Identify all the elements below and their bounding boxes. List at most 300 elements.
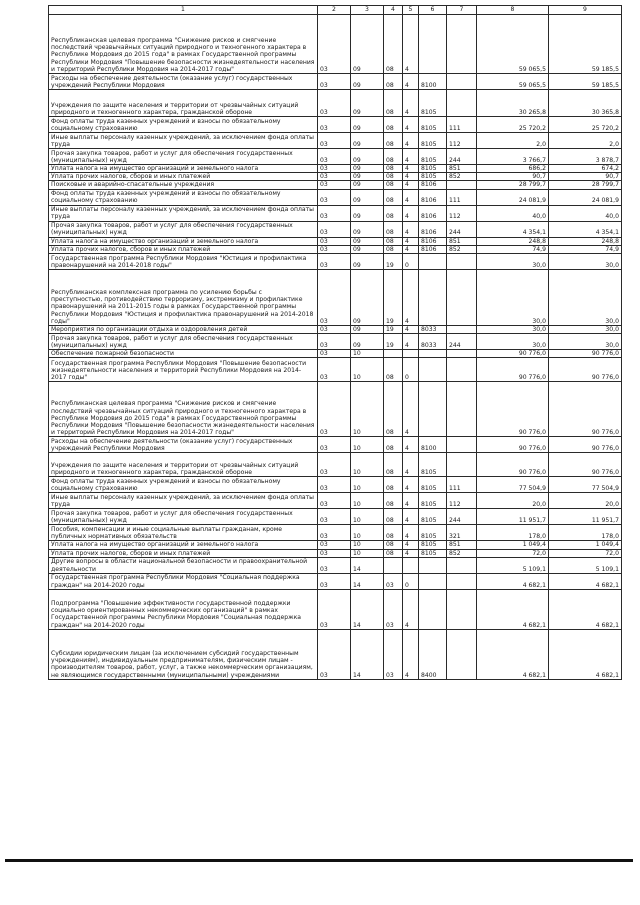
- code-cell: [447, 270, 477, 326]
- table-body: [49, 6, 622, 680]
- code-cell: 08: [384, 453, 403, 477]
- code-cell: 4: [403, 189, 419, 205]
- code-cell: [447, 358, 477, 382]
- header-cell: 8: [477, 6, 549, 15]
- code-cell: 8105: [419, 165, 447, 173]
- code-cell: 03: [318, 237, 351, 245]
- code-cell: 10: [351, 541, 384, 549]
- code-cell: 4: [403, 334, 419, 350]
- code-cell: 03: [318, 525, 351, 541]
- code-cell: 4: [403, 205, 419, 221]
- code-cell: 4: [403, 15, 419, 74]
- row-name-cell: Фонд оплаты труда казенных учреждений и взносы по обязательному социальному страхованию: [49, 117, 318, 133]
- amount-cell: 4 682,1: [549, 573, 622, 589]
- code-cell: 8400: [419, 629, 447, 679]
- code-cell: 03: [318, 15, 351, 74]
- code-cell: 09: [351, 165, 384, 173]
- code-cell: [447, 15, 477, 74]
- table-row: [49, 149, 622, 165]
- header-cell: 6: [419, 6, 447, 15]
- row-name-cell: Уплата прочих налогов, сборов и иных платежей: [49, 173, 318, 181]
- code-cell: [447, 90, 477, 117]
- code-cell: 09: [351, 326, 384, 334]
- amount-cell: 24 081,9: [549, 189, 622, 205]
- code-cell: 03: [384, 589, 403, 629]
- code-cell: 8105: [419, 453, 447, 477]
- code-cell: 03: [318, 133, 351, 149]
- code-cell: 851: [447, 541, 477, 549]
- code-cell: 10: [351, 350, 384, 358]
- amount-cell: 4 682,1: [549, 589, 622, 629]
- table-row: [49, 453, 622, 477]
- header-cell: 5: [403, 6, 419, 15]
- code-cell: 03: [318, 358, 351, 382]
- amount-cell: 25 720,2: [549, 117, 622, 133]
- code-cell: [447, 350, 477, 358]
- amount-cell: 30,0: [477, 334, 549, 350]
- table-row: [49, 437, 622, 453]
- code-cell: 4: [403, 525, 419, 541]
- code-cell: 09: [351, 334, 384, 350]
- code-cell: 10: [351, 382, 384, 437]
- code-cell: 0: [403, 573, 419, 589]
- code-cell: 09: [351, 245, 384, 253]
- row-name-cell: Прочая закупка товаров, работ и услуг для обеспечения государственных (муниципальных) нужд: [49, 149, 318, 165]
- code-cell: 03: [384, 573, 403, 589]
- code-cell: 09: [351, 117, 384, 133]
- amount-cell: 30 265,8: [477, 90, 549, 117]
- row-name-cell: Расходы на обеспечение деятельности (оказание услуг) государственных учреждений Республики Мордовия: [49, 437, 318, 453]
- code-cell: 4: [403, 173, 419, 181]
- amount-cell: 72,0: [477, 549, 549, 557]
- amount-cell: 30,0: [549, 326, 622, 334]
- code-cell: 03: [318, 629, 351, 679]
- amount-cell: 74,9: [549, 245, 622, 253]
- code-cell: 03: [318, 453, 351, 477]
- amount-cell: 5 109,1: [477, 557, 549, 573]
- page-bottom-rule: [5, 859, 633, 862]
- amount-cell: 4 354,1: [477, 221, 549, 237]
- code-cell: 09: [351, 205, 384, 221]
- amount-cell: 90 776,0: [549, 382, 622, 437]
- code-cell: 08: [384, 165, 403, 173]
- code-cell: 08: [384, 382, 403, 437]
- code-cell: [403, 350, 419, 358]
- code-cell: 10: [351, 453, 384, 477]
- code-cell: 244: [447, 334, 477, 350]
- code-cell: 8033: [419, 334, 447, 350]
- code-cell: [419, 358, 447, 382]
- table-row: [49, 326, 622, 334]
- amount-cell: 5 109,1: [549, 557, 622, 573]
- code-cell: [419, 589, 447, 629]
- code-cell: 4: [403, 326, 419, 334]
- code-cell: 08: [384, 525, 403, 541]
- code-cell: 4: [403, 74, 419, 90]
- code-cell: 4: [403, 477, 419, 493]
- amount-cell: 77 504,9: [477, 477, 549, 493]
- code-cell: 14: [351, 557, 384, 573]
- code-cell: 09: [351, 254, 384, 270]
- code-cell: 4: [403, 589, 419, 629]
- code-cell: 4: [403, 453, 419, 477]
- code-cell: 03: [318, 149, 351, 165]
- amount-cell: 25 720,2: [477, 117, 549, 133]
- code-cell: 4: [403, 165, 419, 173]
- row-name-cell: Обеспечение пожарной безопасности: [49, 350, 318, 358]
- code-cell: 03: [318, 221, 351, 237]
- code-cell: [447, 453, 477, 477]
- code-cell: 08: [384, 477, 403, 493]
- row-name-cell: Уплата налога на имущество организаций и земельного налога: [49, 541, 318, 549]
- row-name-cell: Прочая закупка товаров, работ и услуг для обеспечения государственных (муниципальных) нужд: [49, 509, 318, 525]
- code-cell: 09: [351, 173, 384, 181]
- code-cell: 09: [351, 270, 384, 326]
- table-row: [49, 117, 622, 133]
- code-cell: 03: [318, 350, 351, 358]
- code-cell: 10: [351, 358, 384, 382]
- budget-table: [48, 5, 622, 680]
- amount-cell: 30 365,8: [549, 90, 622, 117]
- table-row: [49, 573, 622, 589]
- code-cell: 8105: [419, 90, 447, 117]
- code-cell: 852: [447, 245, 477, 253]
- amount-cell: 30,0: [477, 254, 549, 270]
- code-cell: 10: [351, 509, 384, 525]
- amount-cell: 30,0: [477, 326, 549, 334]
- code-cell: 4: [403, 117, 419, 133]
- code-cell: 8106: [419, 205, 447, 221]
- code-cell: 8105: [419, 117, 447, 133]
- amount-cell: 4 682,1: [477, 573, 549, 589]
- amount-cell: 248,8: [477, 237, 549, 245]
- code-cell: 08: [384, 181, 403, 189]
- code-cell: 08: [384, 117, 403, 133]
- table-row: [49, 477, 622, 493]
- header-cell: 1: [49, 6, 318, 15]
- code-cell: 8105: [419, 509, 447, 525]
- code-cell: 8106: [419, 189, 447, 205]
- code-cell: 4: [403, 133, 419, 149]
- code-cell: 08: [384, 437, 403, 453]
- table-row: [49, 358, 622, 382]
- code-cell: 4: [403, 270, 419, 326]
- code-cell: 111: [447, 117, 477, 133]
- code-cell: 4: [403, 382, 419, 437]
- amount-cell: 40,0: [549, 205, 622, 221]
- budget-table-sheet: [48, 5, 621, 680]
- code-cell: 14: [351, 573, 384, 589]
- amount-cell: 90 776,0: [477, 437, 549, 453]
- code-cell: 4: [403, 221, 419, 237]
- code-cell: 4: [403, 149, 419, 165]
- amount-cell: 248,8: [549, 237, 622, 245]
- amount-cell: 90 776,0: [549, 350, 622, 358]
- code-cell: 4: [403, 629, 419, 679]
- code-cell: 03: [318, 334, 351, 350]
- code-cell: 8105: [419, 477, 447, 493]
- amount-cell: 686,2: [477, 165, 549, 173]
- table-row: [49, 525, 622, 541]
- row-name-cell: Республиканская целевая программа "Снижение рисков и смягчение последствий чрезвычайных ситуаций природного и техногенного характера в Республике Мордовия до 2015 года" в рамках Государственной программы Республики Мордовия "Повышение безопасности жизнедеятельности населения и территорий Республики Мордовия на 2014-2017 годы": [49, 15, 318, 74]
- amount-cell: 4 354,1: [549, 221, 622, 237]
- code-cell: 4: [403, 90, 419, 117]
- code-cell: 03: [318, 173, 351, 181]
- code-cell: 112: [447, 133, 477, 149]
- amount-cell: 90 776,0: [477, 453, 549, 477]
- code-cell: 09: [351, 221, 384, 237]
- table-row: [49, 557, 622, 573]
- code-cell: [447, 557, 477, 573]
- amount-cell: 28 799,7: [477, 181, 549, 189]
- code-cell: 08: [384, 74, 403, 90]
- amount-cell: 59 065,5: [477, 15, 549, 74]
- code-cell: 19: [384, 326, 403, 334]
- amount-cell: 90 776,0: [549, 453, 622, 477]
- row-name-cell: Государственная программа Республики Мордовия "Юстиция и профилактика правонарушений на 2014-2018 годы": [49, 254, 318, 270]
- amount-cell: 59 185,5: [549, 74, 622, 90]
- row-name-cell: Прочая закупка товаров, работ и услуг для обеспечения государственных (муниципальных) нужд: [49, 334, 318, 350]
- code-cell: 8100: [419, 437, 447, 453]
- table-row: [49, 90, 622, 117]
- code-cell: 03: [318, 477, 351, 493]
- code-cell: 08: [384, 237, 403, 245]
- code-cell: 4: [403, 541, 419, 549]
- amount-cell: 178,0: [549, 525, 622, 541]
- code-cell: 852: [447, 549, 477, 557]
- row-name-cell: Республиканская целевая программа "Снижение рисков и смягчение последствий чрезвычайных ситуаций природного и техногенного характера в Республике Мордовия до 2015 года" в рамках Государственной программы Республики Мордовия "Повышение безопасности жизнедеятельности населения и территорий Республики Мордовия на 2014-2017 годы": [49, 382, 318, 437]
- code-cell: 03: [318, 326, 351, 334]
- table-row: [49, 74, 622, 90]
- code-cell: [447, 573, 477, 589]
- row-name-cell: Расходы на обеспечение деятельности (оказание услуг) государственных учреждений Республики Мордовия: [49, 74, 318, 90]
- row-name-cell: Государственная программа Республики Мордовия "Повышение безопасности жизнедеятельности населения и территорий Республики Мордовия на 2014-2017 годы": [49, 358, 318, 382]
- code-cell: [384, 557, 403, 573]
- amount-cell: 1 049,4: [549, 541, 622, 549]
- table-row: [49, 15, 622, 74]
- table-row: [49, 493, 622, 509]
- code-cell: [447, 382, 477, 437]
- code-cell: [447, 629, 477, 679]
- code-cell: [419, 350, 447, 358]
- code-cell: [419, 557, 447, 573]
- row-name-cell: Подпрограмма "Повышение эффективности государственной поддержки социально ориентированных некоммерческих организаций" в рамках Государственной программы Республики Мордовия "Социальная поддержка граждан" на 2014-2020 годы: [49, 589, 318, 629]
- code-cell: 111: [447, 477, 477, 493]
- code-cell: 03: [318, 181, 351, 189]
- amount-cell: 20,0: [477, 493, 549, 509]
- row-name-cell: Субсидии юридическим лицам (за исключением субсидий государственным учреждениям), индивидуальным предпринимателям, физическим лицам - производителям товаров, работ, услуг, а также некоммерческим организациям, не являющимся государственными (муниципальными) учреждениями: [49, 629, 318, 679]
- amount-cell: 3 878,7: [549, 149, 622, 165]
- code-cell: 03: [318, 382, 351, 437]
- code-cell: 14: [351, 589, 384, 629]
- amount-cell: 2,0: [477, 133, 549, 149]
- code-cell: 8105: [419, 541, 447, 549]
- code-cell: 03: [318, 493, 351, 509]
- row-name-cell: Республиканская комплексная программа по усилению борьбы с преступностью, противодействию терроризму, экстремизму и профилактике правонарушений на 2011-2015 годы в рамках Государственной программы Республики Мордовия "Юстиция и профилактика правонарушений на 2014-2018 годы": [49, 270, 318, 326]
- code-cell: 03: [318, 245, 351, 253]
- header-row: [49, 6, 622, 15]
- table-row: [49, 181, 622, 189]
- code-cell: 08: [384, 549, 403, 557]
- amount-cell: 1 049,4: [477, 541, 549, 549]
- table-row: [49, 350, 622, 358]
- header-cell: 2: [318, 6, 351, 15]
- table-row: [49, 221, 622, 237]
- code-cell: [419, 573, 447, 589]
- code-cell: [447, 326, 477, 334]
- code-cell: 09: [351, 90, 384, 117]
- code-cell: 8106: [419, 237, 447, 245]
- amount-cell: 59 065,5: [477, 74, 549, 90]
- row-name-cell: Учреждения по защите населения и территории от чрезвычайных ситуаций природного и техногенного характера, гражданской обороне: [49, 90, 318, 117]
- code-cell: 244: [447, 149, 477, 165]
- amount-cell: 20,0: [549, 493, 622, 509]
- amount-cell: 40,0: [477, 205, 549, 221]
- code-cell: 08: [384, 509, 403, 525]
- code-cell: 03: [318, 589, 351, 629]
- code-cell: 8105: [419, 493, 447, 509]
- row-name-cell: Уплата прочих налогов, сборов и иных платежей: [49, 245, 318, 253]
- code-cell: 0: [403, 254, 419, 270]
- row-name-cell: Уплата прочих налогов, сборов и иных платежей: [49, 549, 318, 557]
- row-name-cell: Мероприятия по организации отдыха и оздоровления детей: [49, 326, 318, 334]
- code-cell: 244: [447, 221, 477, 237]
- code-cell: 0: [403, 358, 419, 382]
- amount-cell: 90,7: [549, 173, 622, 181]
- code-cell: 03: [318, 557, 351, 573]
- code-cell: 8106: [419, 245, 447, 253]
- code-cell: 03: [318, 541, 351, 549]
- code-cell: 4: [403, 509, 419, 525]
- table-row: [49, 173, 622, 181]
- code-cell: 09: [351, 74, 384, 90]
- row-name-cell: Уплата налога на имущество организаций и земельного налога: [49, 237, 318, 245]
- amount-cell: 4 682,1: [477, 589, 549, 629]
- code-cell: 851: [447, 165, 477, 173]
- amount-cell: 59 185,5: [549, 15, 622, 74]
- code-cell: 08: [384, 493, 403, 509]
- code-cell: 03: [318, 573, 351, 589]
- amount-cell: 30,0: [477, 270, 549, 326]
- code-cell: 03: [318, 270, 351, 326]
- row-name-cell: Уплата налога на имущество организаций и земельного налога: [49, 165, 318, 173]
- code-cell: 4: [403, 245, 419, 253]
- code-cell: [419, 15, 447, 74]
- amount-cell: 2,0: [549, 133, 622, 149]
- table-row: [49, 133, 622, 149]
- code-cell: [419, 382, 447, 437]
- amount-cell: 30,0: [549, 270, 622, 326]
- code-cell: 8105: [419, 149, 447, 165]
- amount-cell: 30,0: [549, 334, 622, 350]
- code-cell: 08: [384, 173, 403, 181]
- table-row: [49, 509, 622, 525]
- amount-cell: 74,9: [477, 245, 549, 253]
- code-cell: 09: [351, 237, 384, 245]
- table-row: [49, 189, 622, 205]
- code-cell: 19: [384, 334, 403, 350]
- code-cell: 03: [318, 165, 351, 173]
- code-cell: 8105: [419, 549, 447, 557]
- code-cell: 08: [384, 221, 403, 237]
- amount-cell: 674,2: [549, 165, 622, 173]
- code-cell: 09: [351, 133, 384, 149]
- code-cell: 112: [447, 205, 477, 221]
- header-cell: 4: [384, 6, 403, 15]
- table-row: [49, 165, 622, 173]
- amount-cell: 3 766,7: [477, 149, 549, 165]
- row-name-cell: Учреждения по защите населения и территории от чрезвычайных ситуаций природного и техногенного характера, гражданской обороне: [49, 453, 318, 477]
- code-cell: 03: [384, 629, 403, 679]
- code-cell: 08: [384, 205, 403, 221]
- table-row: [49, 270, 622, 326]
- code-cell: 4: [403, 181, 419, 189]
- code-cell: 321: [447, 525, 477, 541]
- code-cell: 08: [384, 245, 403, 253]
- amount-cell: 11 951,7: [549, 509, 622, 525]
- code-cell: 03: [318, 254, 351, 270]
- row-name-cell: Фонд оплаты труда казенных учреждений и взносы по обязательному социальному страхованию: [49, 189, 318, 205]
- code-cell: 10: [351, 525, 384, 541]
- amount-cell: 4 682,1: [549, 629, 622, 679]
- code-cell: [419, 270, 447, 326]
- code-cell: 8033: [419, 326, 447, 334]
- code-cell: 08: [384, 189, 403, 205]
- row-name-cell: Поисковые и аварийно-спасательные учреждения: [49, 181, 318, 189]
- code-cell: 09: [351, 189, 384, 205]
- amount-cell: 90 776,0: [477, 350, 549, 358]
- code-cell: 19: [384, 270, 403, 326]
- code-cell: 8100: [419, 74, 447, 90]
- code-cell: 08: [384, 133, 403, 149]
- code-cell: [447, 589, 477, 629]
- row-name-cell: Государственная программа Республики Мордовия "Социальная поддержка граждан" на 2014-2020 годы: [49, 573, 318, 589]
- code-cell: 03: [318, 437, 351, 453]
- code-cell: 8106: [419, 221, 447, 237]
- code-cell: 03: [318, 117, 351, 133]
- amount-cell: 90 776,0: [549, 437, 622, 453]
- table-row: [49, 629, 622, 679]
- code-cell: 4: [403, 237, 419, 245]
- code-cell: 03: [318, 205, 351, 221]
- code-cell: [447, 254, 477, 270]
- amount-cell: 90,7: [477, 173, 549, 181]
- table-row: [49, 237, 622, 245]
- code-cell: 112: [447, 493, 477, 509]
- table-row: [49, 205, 622, 221]
- code-cell: 8105: [419, 133, 447, 149]
- amount-cell: 90 776,0: [477, 382, 549, 437]
- code-cell: 14: [351, 629, 384, 679]
- code-cell: 08: [384, 149, 403, 165]
- code-cell: 08: [384, 541, 403, 549]
- code-cell: [447, 437, 477, 453]
- amount-cell: 178,0: [477, 525, 549, 541]
- header-cell: 9: [549, 6, 622, 15]
- code-cell: 03: [318, 90, 351, 117]
- amount-cell: 11 951,7: [477, 509, 549, 525]
- row-name-cell: Другие вопросы в области национальной безопасности и правоохранительной деятельности: [49, 557, 318, 573]
- code-cell: 8105: [419, 525, 447, 541]
- code-cell: 851: [447, 237, 477, 245]
- code-cell: 10: [351, 477, 384, 493]
- header-cell: 3: [351, 6, 384, 15]
- code-cell: 03: [318, 74, 351, 90]
- row-name-cell: Иные выплаты персоналу казенных учреждений, за исключением фонда оплаты труда: [49, 205, 318, 221]
- amount-cell: 90 776,0: [477, 358, 549, 382]
- code-cell: 03: [318, 509, 351, 525]
- code-cell: 09: [351, 15, 384, 74]
